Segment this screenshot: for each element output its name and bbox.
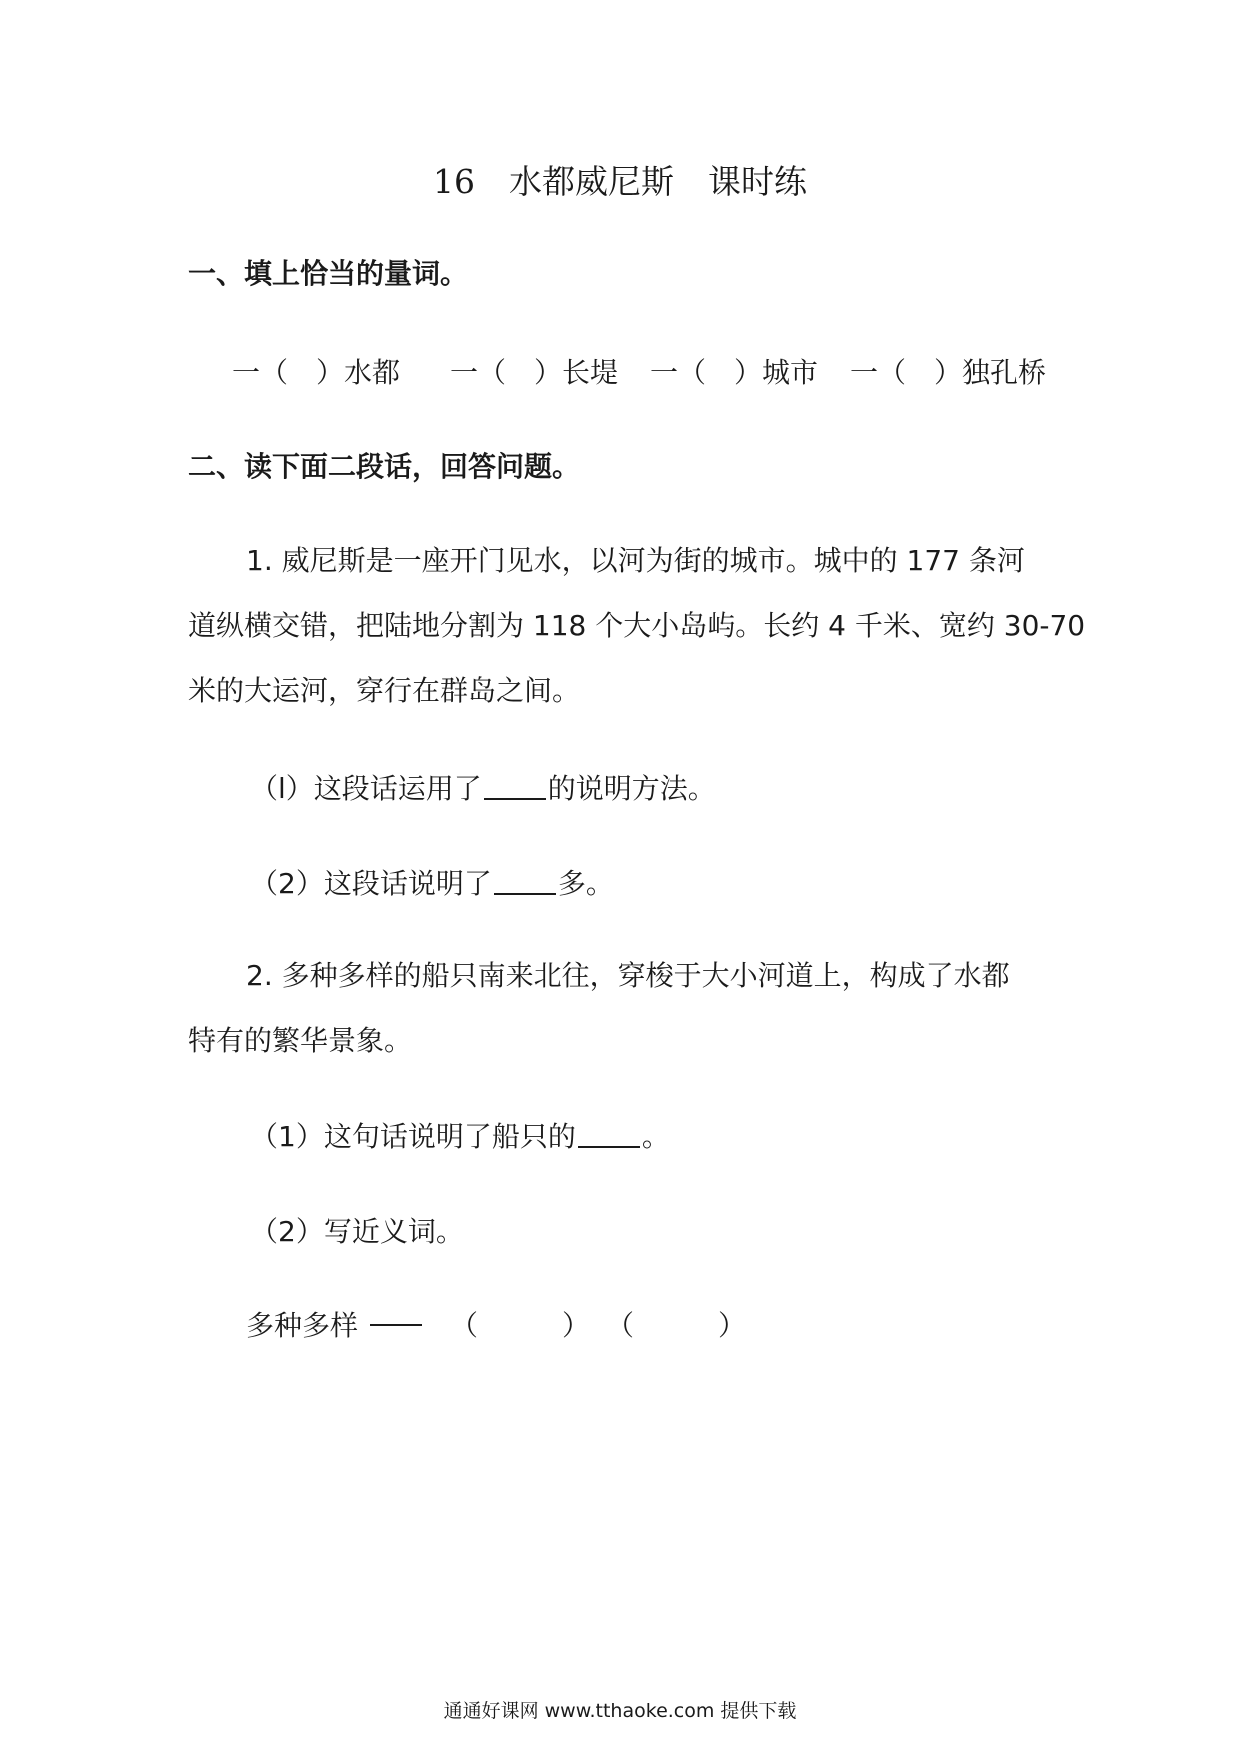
page-title [0, 160, 1240, 204]
measure-word-item-4: 一（ ）独孔桥 [850, 356, 1047, 389]
passage1-line-1: 1. 威尼斯是一座开门见水，以河为街的城市。城中的 177 条河 [246, 544, 1025, 577]
passage2-question-1 [250, 1117, 670, 1157]
passage1-line-2: 道纵横交错，把陆地分割为 118 个大小岛屿。长约 4 千米、宽约 30-70 [188, 609, 1086, 642]
answer-blank[interactable] [484, 770, 546, 800]
lesson-number: 16 [433, 162, 475, 201]
passage2-question-2: （2）写近义词。 [250, 1215, 464, 1248]
section2-heading: 二、读下面二段话，回答问题。 [188, 450, 581, 483]
question-suffix: 。 [641, 1120, 670, 1153]
question-prefix: （1）这句话说明了船只的 [250, 1120, 576, 1153]
synonym-row [246, 1306, 746, 1346]
passage2-line-1: 2. 多种多样的船只南来北往，穿梭于大小河道上，构成了水都 [246, 959, 1010, 992]
passage2-line-2: 特有的繁华景象。 [188, 1024, 413, 1057]
measure-word-item-3: 一（ ）城市 [650, 356, 819, 389]
synonym-answer-1[interactable]: （ ） [450, 1309, 591, 1342]
measure-word-item-1: 一（ ）水都 [232, 356, 401, 389]
lesson-subtitle: 课时练 [708, 162, 807, 201]
question-suffix: 多。 [557, 867, 614, 900]
question-prefix: （2）这段话说明了 [250, 867, 492, 900]
passage1-question-2 [250, 864, 614, 904]
footer-source: 通通好课网 www.tthaoke.com 提供下载 [443, 1700, 797, 1722]
answer-blank[interactable] [494, 865, 556, 895]
passage1-question-1 [250, 769, 716, 809]
synonym-answer-2[interactable]: （ ） [606, 1309, 747, 1342]
lesson-name: 水都威尼斯 [509, 162, 674, 201]
synonym-word: 多种多样 [246, 1309, 359, 1342]
measure-word-item-2: 一（ ）长堤 [450, 356, 619, 389]
answer-blank[interactable] [578, 1118, 640, 1148]
dash-line [370, 1324, 422, 1326]
section1-heading: 一、填上恰当的量词。 [188, 257, 469, 290]
passage1-line-3: 米的大运河，穿行在群岛之间。 [188, 674, 581, 707]
question-prefix: （l）这段话运用了 [250, 772, 482, 805]
question-suffix: 的说明方法。 [547, 772, 716, 805]
